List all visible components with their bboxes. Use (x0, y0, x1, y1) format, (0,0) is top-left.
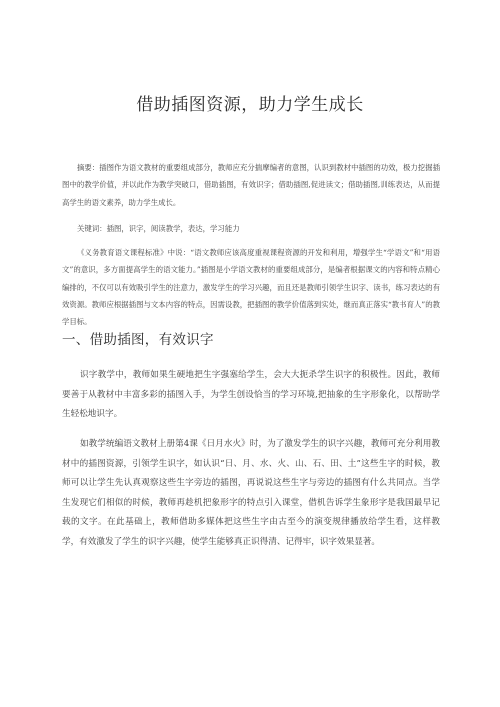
document-title: 借助插图资源，助力学生成长 (136, 95, 364, 115)
abstract-paragraph: 摘要：插图作为语文教材的重要组成部分，教师应充分揣摩编者的意图，认识到教材中插图的功效，极力挖掘插图中的教学价值，并以此作为教学突破口，借助插图，有效识字；借助插图,促进读文；借助插图,训练表达，从而提高学生的语文素养，助力学生成长。 (62, 163, 440, 207)
body-paragraph: 如教学统编语文教材上册第4课《日月水火》时，为了激发学生的识字兴趣，教师可充分利用教材中的插图资源，引领学生识字，如认识“日、月、水、火、山、石、田、土”这些生字的时候，教师可以让学生先认真观察这些生字旁边的插图，再说说这些生字与旁边的插图有什么共同点。当学生发现它们相似的时候，教师再趁机把象形字的特点引入课堂，借机告诉学生象形字是我国最早记载的文字。在此基础上，教师借助多媒体把这些生字由古至今的演变规律播放给学生看，这样教学，有效激发了学生的识字兴趣，使学生能够真正识得清、记得牢，识字效果显著。 (62, 439, 440, 547)
body-paragraph: 识字教学中，教师如果生硬地把生字强塞给学生，会大大扼杀学生识字的积极性。因此，教师要善于从教材中丰富多彩的插图入手，为学生创设恰当的学习环境,把抽象的生字形象化，以帮助学生轻松地识字。 (62, 370, 440, 419)
section-heading: 一、借助插图，有效识字 (62, 332, 214, 348)
keywords-line: 关键词：插图，识字，阅读教学，表达，学习能力 (77, 224, 240, 233)
intro-paragraph: 《义务教育语文课程标准》中说：“语文教师应该高度重视课程资源的开发和利用，增强学生“学语文”和“用语文”的意识，多方面提高学生的语文能力。”插图是小学语文教材的重要组成部分，是编者根据课文的内容和特点精心编排的，不仅可以有效吸引学生的注意力，激发学生的学习兴趣，而且还是教师引领学生识字、读书，练习表达的有效资源。教师应根据插图与文本内容的特点，因需设教，把插图的教学价值落到实处，继而真正落实“教书育人”的教学目标。 (62, 248, 440, 327)
